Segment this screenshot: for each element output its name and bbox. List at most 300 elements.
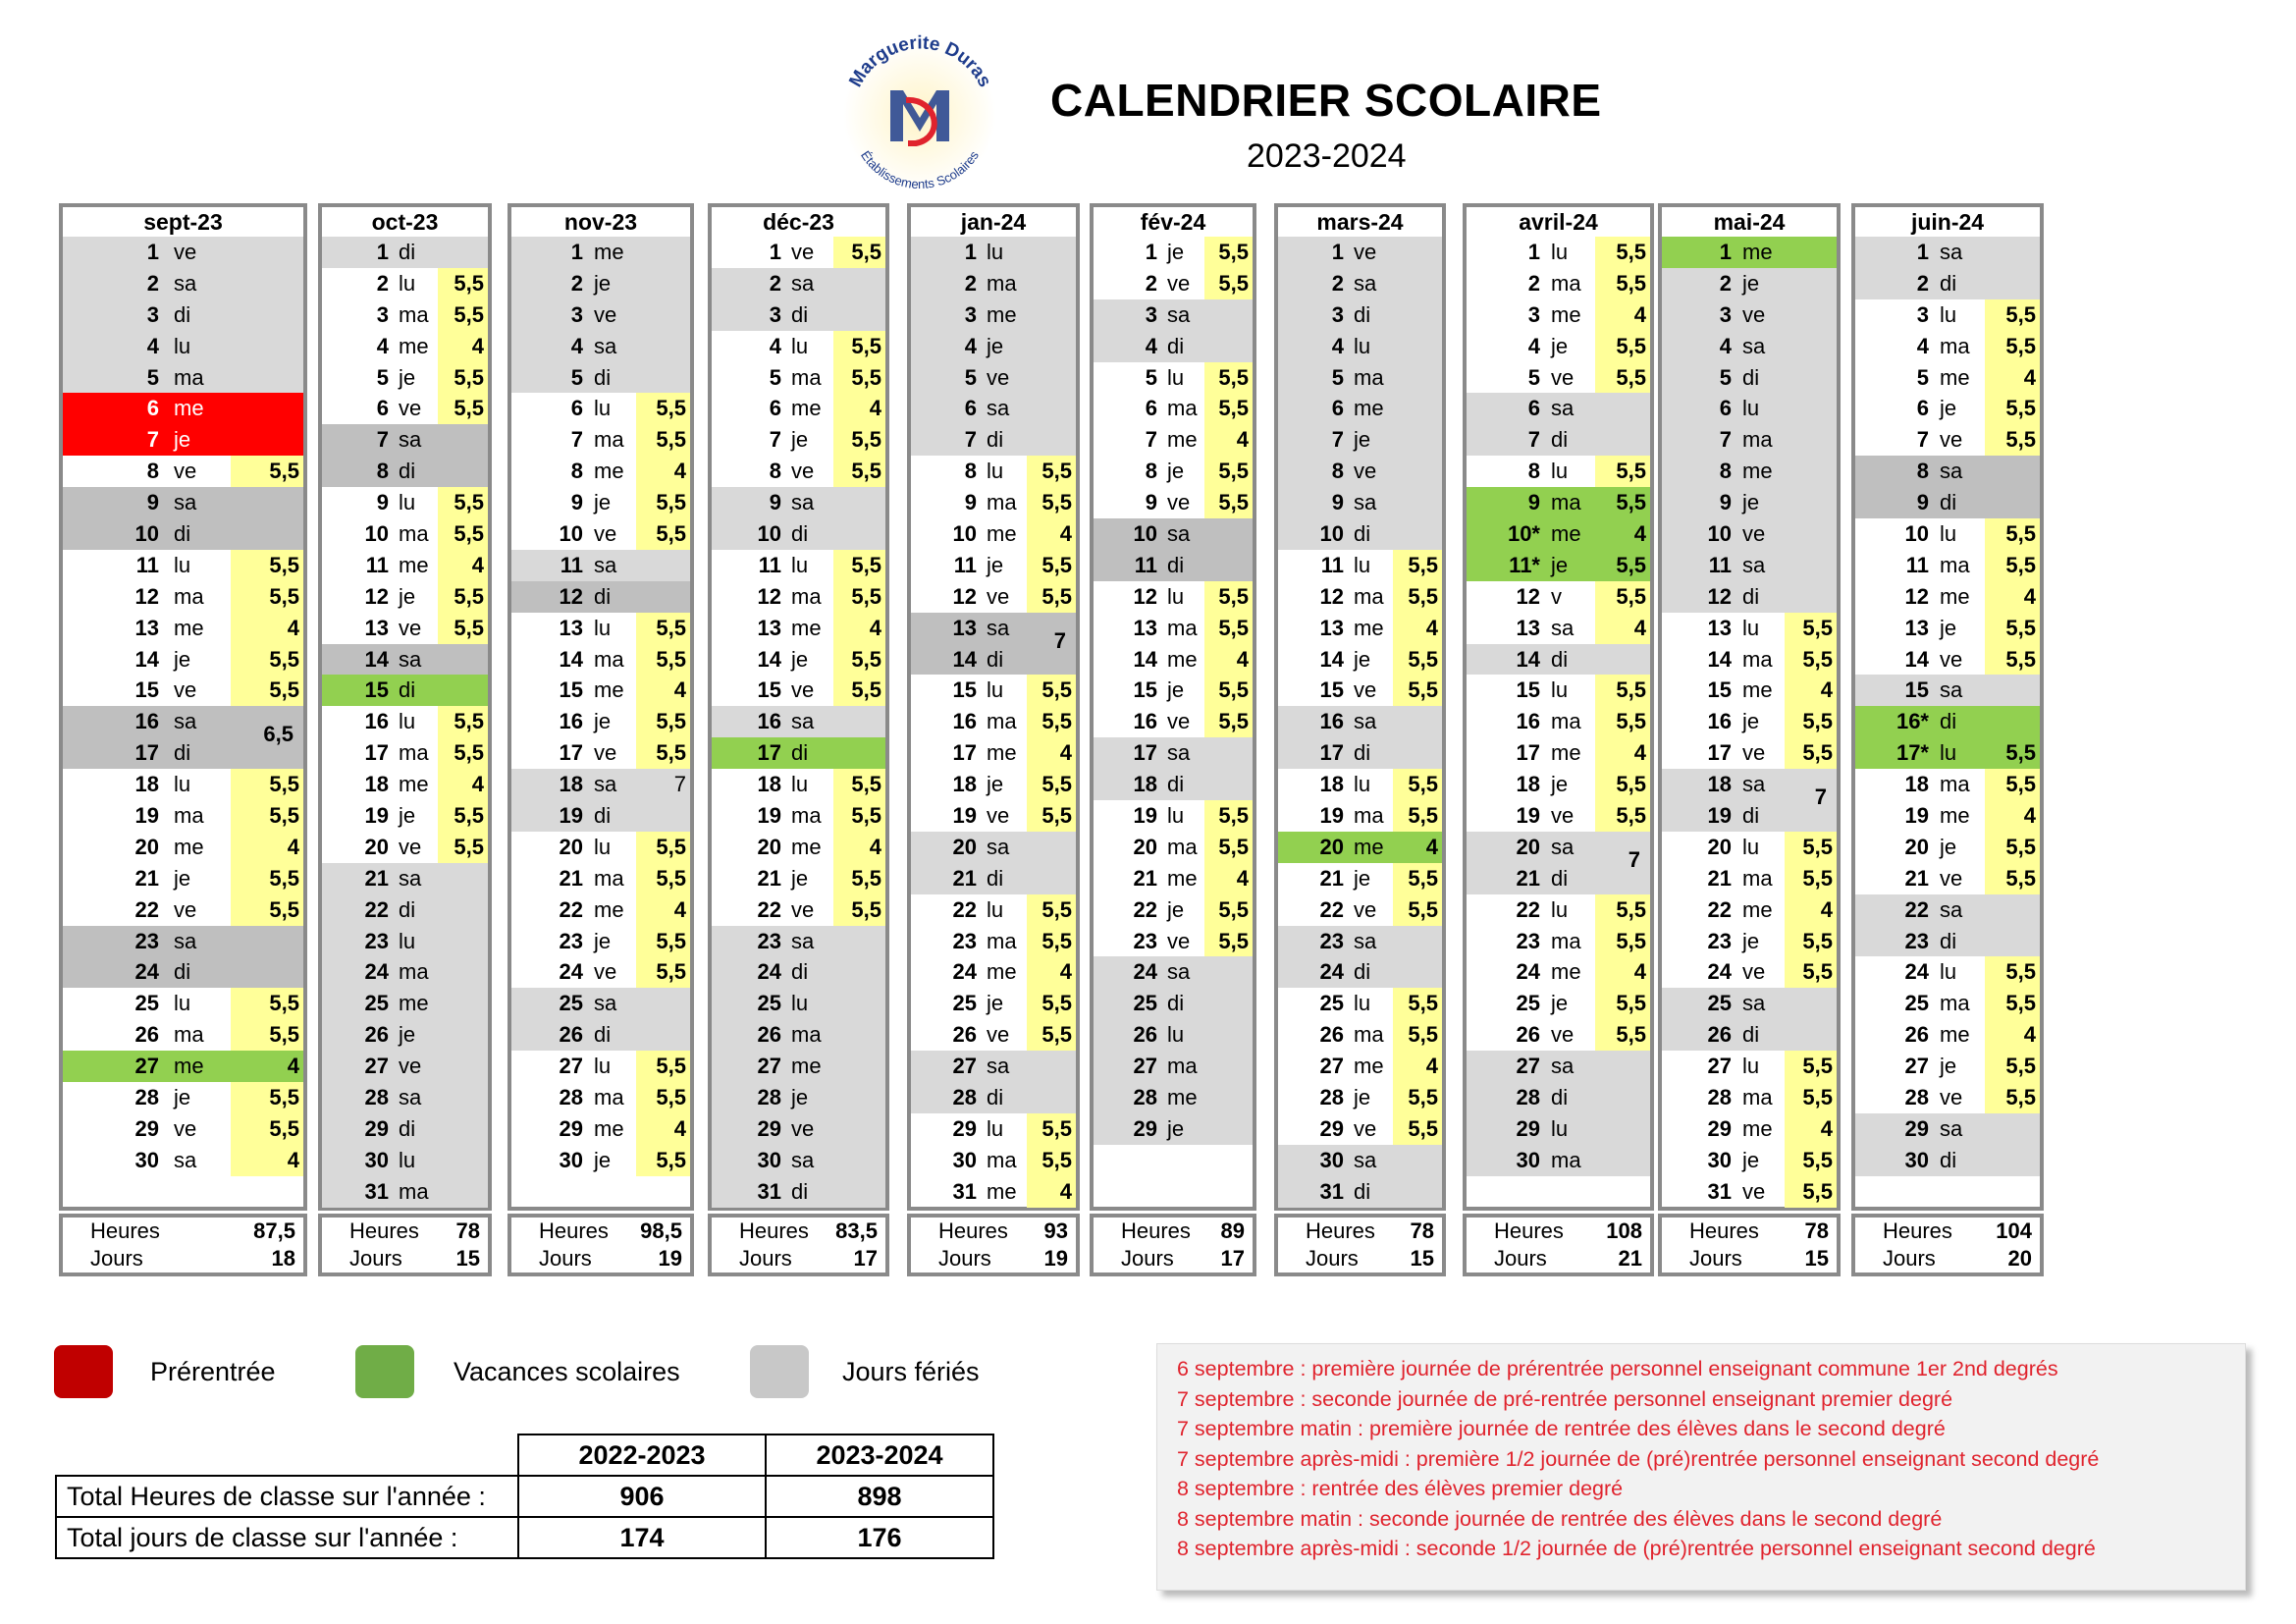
day-hours: 5,5 — [269, 991, 299, 1016]
day-row — [712, 1145, 885, 1176]
month-totals — [1463, 1214, 1654, 1276]
day-number: 18 — [952, 772, 977, 797]
day-row — [1467, 581, 1650, 613]
day-number: 1 — [1719, 240, 1732, 264]
day-row — [511, 769, 690, 800]
day-hours: 5,5 — [1616, 459, 1646, 484]
day-hours: 4 — [673, 677, 686, 703]
day-number: 20 — [1319, 834, 1344, 859]
day-row — [1094, 800, 1253, 832]
day-number: 16 — [559, 709, 583, 734]
weekday: lu — [174, 991, 191, 1016]
day-hours: 5,5 — [454, 709, 484, 734]
day-row — [1467, 769, 1650, 800]
weekday: ma — [1551, 928, 1581, 953]
day-row — [1467, 299, 1650, 331]
weekday: ma — [399, 301, 429, 327]
day-number: 2 — [1145, 270, 1157, 296]
day-hours — [438, 1019, 484, 1051]
weekday: me — [1940, 803, 1970, 829]
day-hours: 4 — [287, 834, 299, 859]
day-row — [322, 613, 488, 644]
day-number: 27 — [559, 1054, 583, 1079]
weekday: ve — [174, 896, 197, 922]
day-number: 24 — [952, 959, 977, 985]
month-column — [1463, 203, 1654, 1211]
day-row — [1662, 456, 1837, 487]
day-number: 17 — [134, 740, 159, 766]
legend-label-feries: Jours fériés — [842, 1357, 980, 1386]
day-number: 7 — [964, 427, 977, 453]
day-hours — [1204, 299, 1249, 331]
day-row — [63, 299, 303, 331]
day-row — [1278, 1113, 1442, 1145]
weekday: me — [791, 834, 822, 859]
day-row — [1662, 299, 1837, 331]
day-number: 17 — [1133, 740, 1157, 766]
day-number: 11 — [365, 552, 389, 577]
day-row — [1278, 769, 1442, 800]
day-hours — [1393, 1145, 1438, 1176]
weekday: sa — [791, 1147, 815, 1172]
weekday: sa — [399, 646, 422, 672]
day-row — [1278, 1145, 1442, 1176]
weekday: lu — [1742, 1054, 1760, 1079]
day-row — [322, 1145, 488, 1176]
day-row — [1662, 487, 1837, 518]
weekday: je — [1742, 928, 1760, 953]
day-row — [322, 237, 488, 268]
weekday: sa — [1551, 1054, 1575, 1079]
day-number: 6 — [964, 396, 977, 421]
comparison-header: 2023-2024 — [766, 1435, 993, 1476]
day-number: 25 — [1904, 991, 1929, 1016]
day-hours: 5,5 — [2005, 865, 2036, 891]
day-hours: 5,5 — [1616, 896, 1646, 922]
month-column — [708, 203, 889, 1211]
day-row — [1662, 988, 1837, 1019]
day-hours: 5,5 — [656, 646, 686, 672]
day-row — [1662, 1051, 1837, 1082]
day-hours: 5,5 — [851, 459, 881, 484]
day-row — [1094, 988, 1253, 1019]
weekday: ma — [987, 709, 1017, 734]
day-row — [1662, 581, 1837, 613]
day-hours — [833, 956, 881, 988]
day-number: 7 — [1916, 427, 1929, 453]
day-number: 14 — [1516, 646, 1540, 672]
weekday: lu — [399, 928, 416, 953]
day-hours: 5,5 — [1802, 615, 1833, 640]
day-number: 6 — [1916, 396, 1929, 421]
day-row — [322, 863, 488, 894]
day-number: 7 — [1331, 427, 1344, 453]
weekday: lu — [1354, 552, 1371, 577]
weekday: je — [399, 1022, 416, 1048]
total-days-value: 17 — [1220, 1246, 1245, 1271]
month-header: juin-24 — [1910, 209, 1985, 235]
day-number: 17 — [952, 740, 977, 766]
weekday: sa — [174, 490, 197, 515]
day-number: 10 — [1133, 521, 1157, 547]
day-row — [511, 393, 690, 424]
day-hours — [1027, 237, 1072, 268]
day-hours — [1393, 518, 1438, 550]
day-hours: 4 — [1236, 865, 1249, 891]
weekday: me — [594, 240, 624, 264]
weekday: me — [791, 615, 822, 640]
day-hours: 5,5 — [1408, 803, 1438, 829]
day-hours — [636, 299, 686, 331]
weekday: lu — [1940, 301, 1957, 327]
day-row — [63, 518, 303, 550]
day-number: 4 — [1719, 333, 1732, 358]
weekday: lu — [1940, 521, 1957, 547]
day-row — [511, 456, 690, 487]
weekday: me — [1354, 396, 1384, 421]
day-row — [511, 1145, 690, 1176]
day-hours: 4 — [673, 896, 686, 922]
day-number: 8 — [1916, 459, 1929, 484]
day-hours: 5,5 — [1218, 240, 1249, 264]
weekday: di — [1354, 959, 1371, 985]
day-number: 13 — [1133, 615, 1157, 640]
day-row — [1094, 1082, 1253, 1113]
day-row — [1278, 832, 1442, 863]
total-hours-value: 78 — [455, 1218, 480, 1243]
day-hours — [1393, 362, 1438, 394]
weekday: me — [1742, 896, 1773, 922]
day-row — [511, 644, 690, 676]
day-number: 20 — [559, 834, 583, 859]
day-hours: 7 — [673, 772, 686, 797]
total-days-value: 17 — [853, 1246, 878, 1271]
day-hours — [1785, 393, 1833, 424]
day-row — [1662, 424, 1837, 456]
day-hours: 5,5 — [1408, 583, 1438, 609]
day-hours — [1027, 863, 1072, 894]
weekday: me — [1742, 677, 1773, 703]
day-row — [63, 424, 303, 456]
day-number: 14 — [559, 646, 583, 672]
day-number: 5 — [1331, 364, 1344, 390]
weekday: je — [594, 490, 612, 515]
weekday: lu — [1742, 834, 1760, 859]
day-row — [1855, 456, 2040, 487]
weekday: sa — [1167, 740, 1191, 766]
weekday: je — [987, 772, 1004, 797]
day-number: 6 — [1719, 396, 1732, 421]
day-row — [1278, 518, 1442, 550]
weekday: je — [1354, 1085, 1371, 1110]
day-row — [511, 237, 690, 268]
day-row — [911, 926, 1076, 957]
day-hours: 5,5 — [1408, 552, 1438, 577]
weekday: ma — [174, 583, 204, 609]
weekday: ma — [987, 928, 1017, 953]
day-hours: 4 — [1059, 521, 1072, 547]
day-number: 23 — [1707, 928, 1732, 953]
day-hours: 4 — [1820, 677, 1833, 703]
day-hours: 5,5 — [1218, 459, 1249, 484]
day-hours: 5,5 — [1408, 1022, 1438, 1048]
day-row — [1094, 268, 1253, 299]
weekday: ve — [987, 583, 1010, 609]
month-totals — [1274, 1214, 1446, 1276]
weekday: ve — [1742, 301, 1766, 327]
day-row — [511, 675, 690, 706]
day-number: 29 — [1133, 1115, 1157, 1141]
weekday: ve — [1354, 677, 1377, 703]
day-number: 28 — [364, 1085, 389, 1110]
weekday: me — [399, 772, 429, 797]
day-number: 17* — [1896, 740, 1929, 766]
day-hours: 5,5 — [656, 521, 686, 547]
day-row — [911, 550, 1076, 581]
totals-label: Heures — [349, 1218, 419, 1243]
day-number: 23 — [559, 928, 583, 953]
day-row — [1855, 518, 2040, 550]
weekday: sa — [987, 834, 1010, 859]
weekday: ma — [1940, 991, 1970, 1016]
day-row — [511, 1113, 690, 1145]
day-row — [63, 769, 303, 800]
totals-label: Jours — [90, 1246, 143, 1271]
day-number: 8 — [1719, 459, 1732, 484]
day-number: 16 — [1319, 709, 1344, 734]
day-hours: 5,5 — [1616, 928, 1646, 953]
day-row — [322, 832, 488, 863]
month-totals — [907, 1214, 1080, 1276]
day-row — [1662, 956, 1837, 988]
weekday: ma — [594, 1085, 624, 1110]
day-number: 12 — [1319, 583, 1344, 609]
weekday: di — [174, 959, 191, 985]
day-row — [712, 581, 885, 613]
day-row — [1094, 487, 1253, 518]
day-number: 31 — [364, 1178, 389, 1204]
weekday: lu — [399, 1147, 416, 1172]
weekday: ma — [174, 364, 204, 390]
totals-label: Jours — [1883, 1246, 1936, 1271]
weekday: ma — [1354, 583, 1384, 609]
day-number: 13 — [364, 615, 389, 640]
day-hours: 5,5 — [1616, 1022, 1646, 1048]
day-row — [1094, 237, 1253, 268]
day-hours: 5,5 — [2005, 333, 2036, 358]
day-hours: 5,5 — [269, 677, 299, 703]
day-hours — [1204, 769, 1249, 800]
day-number: 9 — [1527, 490, 1540, 515]
day-row — [1278, 487, 1442, 518]
weekday: me — [174, 1054, 204, 1079]
day-hours: 5,5 — [2005, 646, 2036, 672]
month-header: jan-24 — [960, 209, 1027, 235]
day-number: 13 — [559, 615, 583, 640]
day-number: 22 — [1133, 896, 1157, 922]
day-number: 5 — [376, 364, 389, 390]
day-hours — [231, 393, 299, 424]
weekday: ma — [791, 364, 822, 390]
day-row — [911, 644, 1076, 676]
day-number: 21 — [757, 865, 781, 891]
day-number: 7 — [1527, 427, 1540, 453]
day-hours — [1785, 299, 1833, 331]
comparison-value: 898 — [766, 1476, 993, 1517]
day-number: 16 — [1133, 709, 1157, 734]
weekday: v — [1551, 583, 1562, 609]
weekday: ve — [791, 677, 815, 703]
day-row — [1467, 800, 1650, 832]
day-number: 3 — [376, 301, 389, 327]
day-row — [1094, 1113, 1253, 1145]
day-number: 14 — [134, 646, 159, 672]
weekday: je — [1354, 646, 1371, 672]
day-hours: 5,5 — [1218, 928, 1249, 953]
weekday: je — [987, 991, 1004, 1016]
day-number: 22 — [952, 896, 977, 922]
weekday: me — [594, 459, 624, 484]
day-hours: 5,5 — [2005, 552, 2036, 577]
day-hours — [833, 1176, 881, 1208]
weekday: lu — [987, 240, 1004, 264]
day-hours: 4 — [673, 459, 686, 484]
day-row — [712, 299, 885, 331]
weekday: lu — [1742, 396, 1760, 421]
day-number: 26 — [1904, 1022, 1929, 1048]
day-row — [712, 1082, 885, 1113]
day-number: 16 — [134, 709, 159, 734]
day-row — [1467, 832, 1650, 863]
weekday: sa — [594, 772, 617, 797]
day-number: 22 — [1516, 896, 1540, 922]
day-number: 9 — [376, 490, 389, 515]
weekday: ma — [791, 583, 822, 609]
day-hours: 4 — [869, 834, 881, 859]
weekday: lu — [399, 490, 416, 515]
weekday: me — [174, 615, 204, 640]
day-number: 22 — [1707, 896, 1732, 922]
weekday: ve — [1551, 1022, 1575, 1048]
day-number: 30 — [757, 1147, 781, 1172]
day-hours: 5,5 — [1616, 364, 1646, 390]
day-row — [1278, 393, 1442, 424]
day-hours: 5,5 — [1408, 1085, 1438, 1110]
weekday: je — [594, 928, 612, 953]
weekday: di — [399, 896, 416, 922]
day-row — [1855, 424, 2040, 456]
weekday: di — [594, 364, 612, 390]
day-hours: 4 — [2023, 583, 2036, 609]
day-hours: 5,5 — [1041, 896, 1072, 922]
total-days-value: 19 — [1043, 1246, 1068, 1271]
day-number: 1 — [1527, 240, 1540, 264]
day-hours: 5,5 — [1041, 1115, 1072, 1141]
month-totals — [318, 1214, 492, 1276]
day-hours: 5,5 — [269, 896, 299, 922]
day-number: 28 — [1133, 1085, 1157, 1110]
totals-label: Jours — [1494, 1246, 1547, 1271]
day-number: 2 — [964, 270, 977, 296]
day-number: 13 — [1904, 615, 1929, 640]
weekday: sa — [1354, 270, 1377, 296]
day-hours — [1595, 1051, 1646, 1082]
day-number: 12 — [134, 583, 159, 609]
weekday: ma — [174, 1022, 204, 1048]
weekday: lu — [1167, 803, 1185, 829]
day-hours — [636, 268, 686, 299]
day-hours: 4 — [1059, 1178, 1072, 1204]
weekday: lu — [594, 396, 612, 421]
day-number: 22 — [1319, 896, 1344, 922]
note-line: 8 septembre après-midi : seconde 1/2 journée de (pré)rentrée personnel enseignant second degré — [1177, 1537, 2096, 1560]
day-number: 21 — [952, 865, 977, 891]
weekday: di — [594, 583, 612, 609]
day-number: 8 — [1527, 459, 1540, 484]
day-number: 1 — [376, 240, 389, 264]
day-hours — [231, 487, 299, 518]
day-hours: 5,5 — [1408, 991, 1438, 1016]
day-row — [63, 894, 303, 926]
day-number: 11 — [135, 552, 159, 577]
total-hours-value: 104 — [1996, 1218, 2032, 1243]
weekday: sa — [1742, 552, 1766, 577]
weekday: di — [1551, 427, 1569, 453]
day-number: 4 — [570, 333, 583, 358]
day-hours — [1027, 268, 1072, 299]
day-row — [1662, 644, 1837, 676]
day-hours: 5,5 — [851, 333, 881, 358]
day-number: 4 — [1916, 333, 1929, 358]
day-row — [1855, 1051, 2040, 1082]
weekday: di — [174, 301, 191, 327]
day-hours — [1785, 237, 1833, 268]
day-hours — [1595, 644, 1646, 676]
weekday: je — [174, 646, 191, 672]
weekday: me — [1551, 301, 1581, 327]
day-number: 23 — [952, 928, 977, 953]
day-number: 1 — [146, 240, 159, 264]
day-number: 25 — [559, 991, 583, 1016]
day-number: 3 — [146, 301, 159, 327]
weekday: je — [1742, 490, 1760, 515]
weekday: ma — [791, 803, 822, 829]
weekday: me — [1167, 646, 1198, 672]
day-row — [63, 800, 303, 832]
day-row — [1662, 237, 1837, 268]
weekday: je — [1167, 1115, 1185, 1141]
weekday: ve — [791, 459, 815, 484]
day-number: 3 — [769, 301, 781, 327]
day-row — [911, 988, 1076, 1019]
weekday: ve — [791, 240, 815, 264]
day-hours: 5,5 — [1218, 709, 1249, 734]
weekday: ve — [1167, 928, 1191, 953]
day-number: 10 — [559, 521, 583, 547]
day-hours — [1027, 331, 1072, 362]
day-number: 7 — [1145, 427, 1157, 453]
day-hours: 5,5 — [851, 646, 881, 672]
day-row — [712, 1019, 885, 1051]
day-row — [1855, 362, 2040, 394]
weekday: ve — [1742, 740, 1766, 766]
day-row — [1662, 894, 1837, 926]
weekday: di — [1940, 928, 1957, 953]
day-hours: 4 — [1820, 896, 1833, 922]
day-row — [1855, 675, 2040, 706]
day-number: 3 — [1331, 301, 1344, 327]
day-hours: 5,5 — [1041, 1147, 1072, 1172]
